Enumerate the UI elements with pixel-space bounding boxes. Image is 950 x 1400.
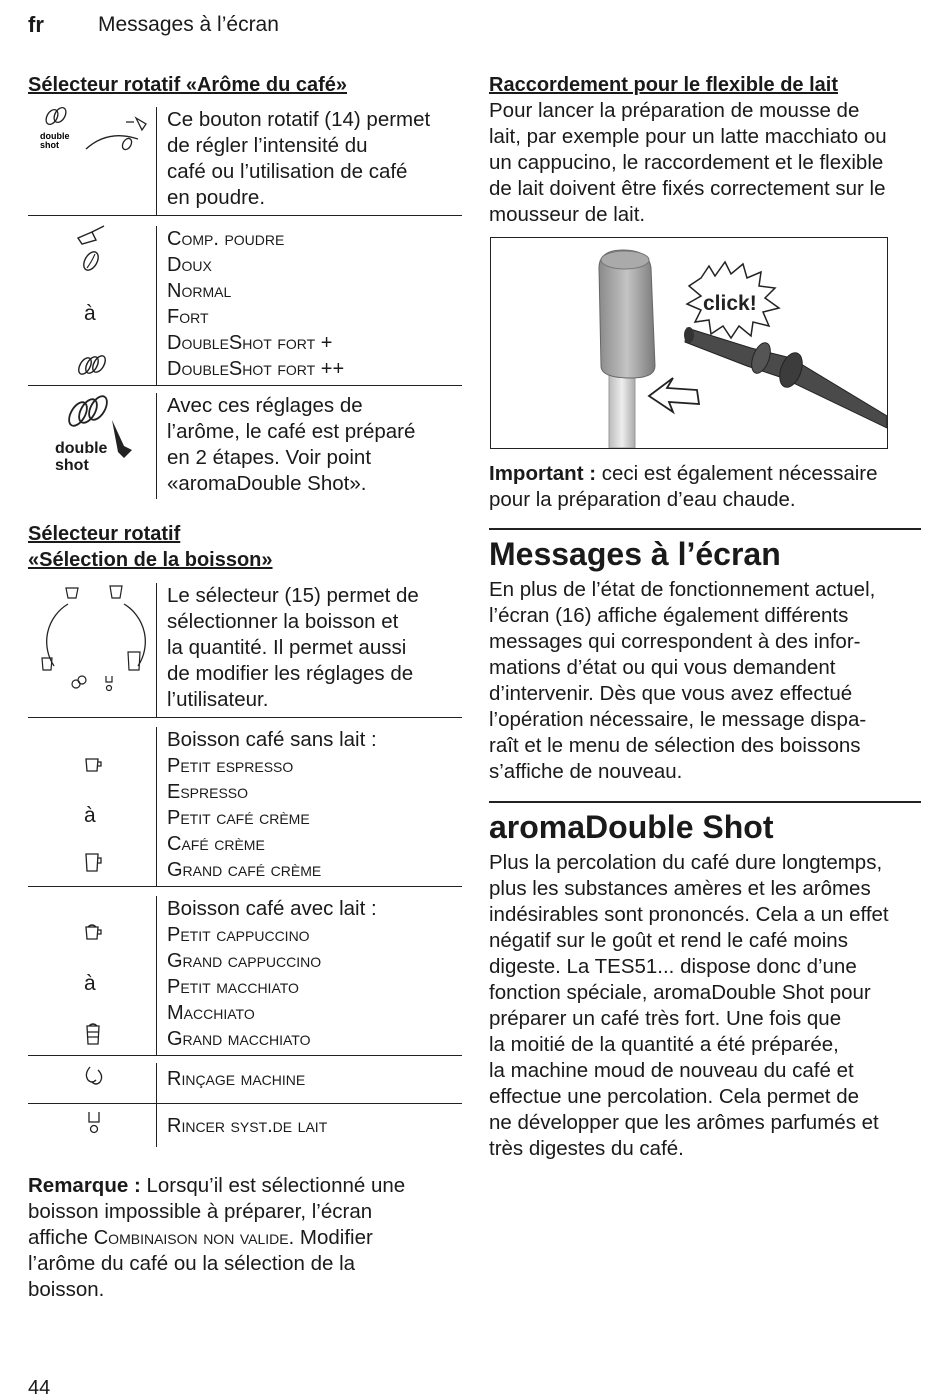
aroma-setting: DoubleShot fort ++	[167, 358, 345, 380]
aroma-divider	[28, 385, 462, 386]
language-tag: fr	[28, 12, 44, 37]
beverage-divider	[28, 1055, 462, 1056]
aroma-setting: Fort	[167, 306, 209, 328]
aroma-selector-heading: Sélecteur rotatif «Arôme du café»	[28, 74, 347, 96]
rinse-milk-icon	[86, 1110, 102, 1136]
rinse-machine-cell: Rinçage machine	[156, 1063, 305, 1103]
cappuccino-icon	[84, 922, 104, 942]
rinse-milk-cell: Rincer syst.de lait	[156, 1103, 327, 1147]
aroma-setting: Doux	[167, 254, 212, 276]
beverage-dial-icon	[38, 582, 154, 694]
coffee-without-milk-list: Boisson café sans lait : Petit espresso Espresso Petit café crème Café crème Grand café crème	[156, 727, 377, 886]
svg-text:double: double	[40, 131, 70, 141]
mild-bean-icon	[80, 248, 102, 274]
remark-paragraph: Remarque : Lorsqu’il est sélectionné une boisson impossible à préparer, l’écran affiche Combinaison non valide. Modifier l’arôme du café ou la sélection de la boisson.	[28, 1174, 406, 1301]
beverage-selector-heading: Sélecteur rotatif «Sélection de la boisson»	[28, 523, 273, 571]
beverage-item: Petit macchiato	[167, 976, 299, 998]
aroma-range-to: à	[84, 302, 96, 325]
beverage-intro-cell: Le sélecteur (15) permet de sélectionner la boisson et la quantité. Il permet aussi de modifier les réglages de l’utilisateur.	[156, 583, 419, 717]
beverage-item: Petit espresso	[167, 755, 294, 777]
milk-connection-text: Pour lancer la préparation de mousse de lait, par exemple pour un latte macchiato ou un cappucino, le raccordement et le flexible de lait doivent être fixés correctement sur le mousseur de lait.	[489, 99, 887, 226]
large-cup-icon	[84, 852, 104, 874]
important-note: Important : ceci est également nécessaire pour la préparation d’eau chaude.	[489, 462, 878, 511]
beverage-divider	[28, 717, 462, 718]
aroma-divider	[28, 215, 462, 216]
aroma-settings-list	[156, 226, 344, 385]
beverage-item: Petit cappuccino	[167, 924, 310, 946]
section-rule	[489, 801, 921, 803]
macchiato-glass-icon	[84, 1022, 102, 1046]
click-label: click!	[703, 292, 757, 315]
double-shot-label: double shot	[55, 440, 108, 474]
aroma-setting: Comp. poudre	[167, 228, 285, 250]
milk-range-to: à	[84, 972, 96, 995]
beverage-range-to: à	[84, 804, 96, 827]
doubleshot-text: Plus la percolation du café dure longtemps, plus les substances amères et les arômes indésirables sont prononcés. Cela a un effet négatif sur le goût et rend le café moins digeste. La TES51... dispose donc d’une fonction spéciale, aromaDouble Shot pour préparer un café très fort. Une fois que la moitié de la quantité a été préparée, la machine moud de nouveau du café et effectue une percolation. Cela permet de ne développer que les arômes parfumés et très digestes du café.	[489, 851, 889, 1160]
small-cup-icon	[84, 756, 104, 774]
beverage-divider	[28, 886, 462, 887]
milk-hose-illustration	[490, 237, 888, 449]
aroma-setting: Normal	[167, 280, 232, 302]
messages-heading: Messages à l’écran	[489, 536, 781, 572]
beverage-item: Espresso	[167, 781, 249, 803]
page-number: 44	[28, 1377, 51, 1399]
double-shot-text: Avec ces réglages de l’arôme, le café est préparé en 2 étapes. Voir point «aromaDouble Shot».	[156, 393, 415, 499]
rinse-machine-icon	[82, 1064, 106, 1088]
messages-text: En plus de l’état de fonctionnement actuel, l’écran (16) affiche également différents messages qui correspondent à des infor- mations d’état ou qui vous demandent d’intervenir. Dès que vous avez effectué l’opération nécessaire, le message dispa- raît et le menu de sélection des boissons s’affiche de nouveau.	[489, 578, 876, 783]
aroma-setting: DoubleShot fort +	[167, 332, 333, 354]
beverage-item: Macchiato	[167, 1002, 255, 1024]
beverage-item: Grand macchiato	[167, 1028, 311, 1050]
doubleshot-heading: aromaDouble Shot	[489, 809, 774, 845]
page-header-title: Messages à l’écran	[98, 13, 279, 36]
strong-bean-icon	[74, 352, 108, 378]
beverage-item: Grand cappuccino	[167, 950, 322, 972]
beverage-item: Petit café crème	[167, 807, 310, 829]
aroma-intro-cell: Ce bouton rotatif (14) permet de régler l’intensité du café ou l’utilisation de café en poudre.	[156, 107, 430, 215]
coffee-with-milk-list: Boisson café avec lait : Petit cappuccino Grand cappuccino Petit macchiato Macchiato Grand macchiato	[156, 896, 377, 1055]
aroma-dial-icon	[38, 104, 158, 160]
beverage-item: Grand café crème	[167, 859, 322, 881]
milk-connection-heading: Raccordement pour le flexible de lait	[489, 74, 838, 96]
svg-text:shot: shot	[40, 140, 59, 150]
beverage-item: Café crème	[167, 833, 265, 855]
section-rule	[489, 528, 921, 530]
ground-coffee-icon	[74, 224, 108, 246]
